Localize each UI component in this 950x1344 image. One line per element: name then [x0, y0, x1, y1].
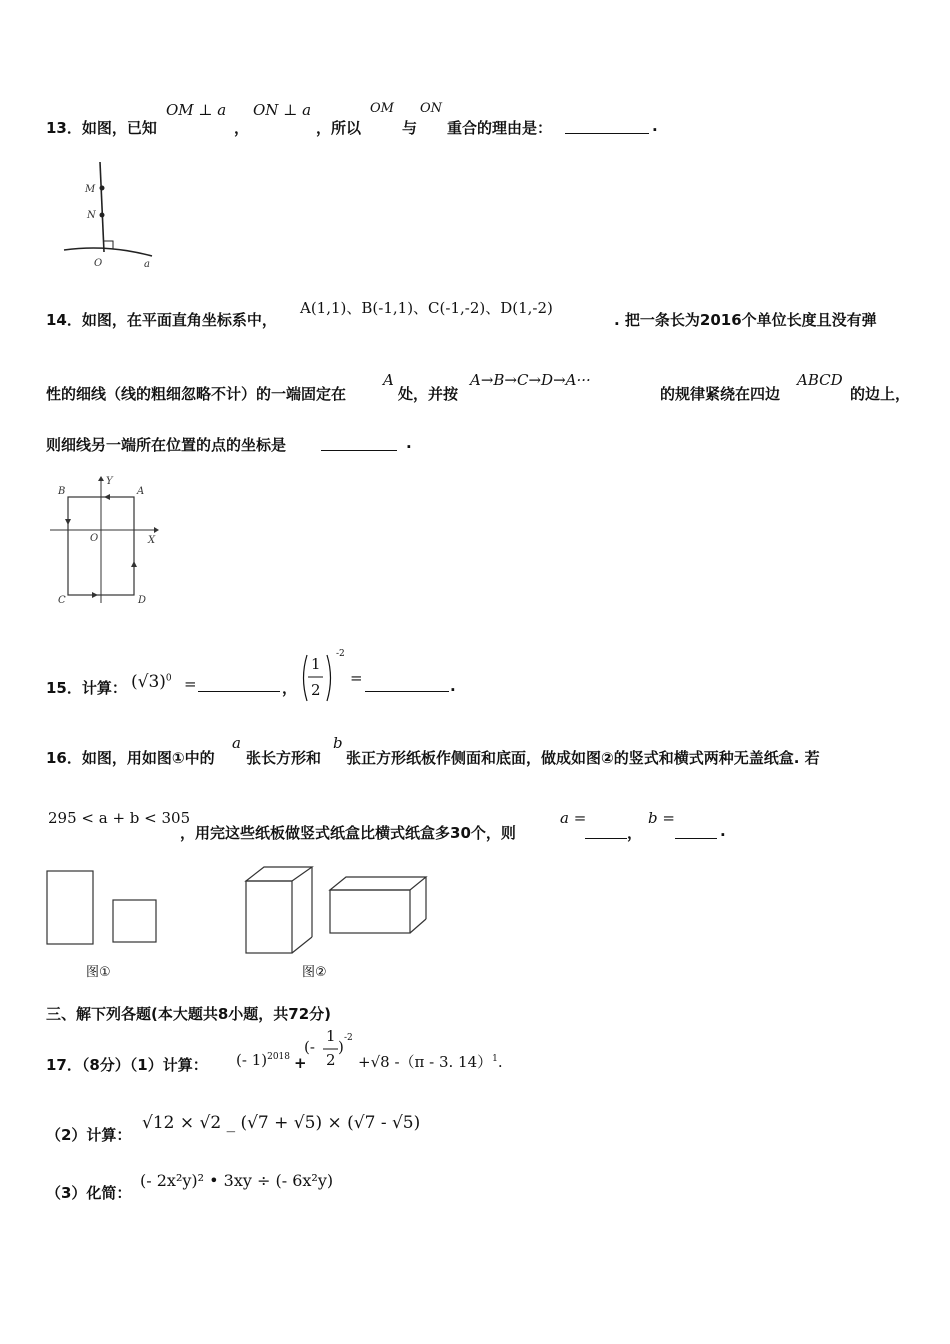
square-board — [113, 900, 156, 942]
q17-prefix: 17．（8分）（1）计算： — [46, 1056, 208, 1074]
q14-label-c: C — [58, 595, 66, 606]
q15-comma: ， — [282, 679, 298, 697]
q15-frac-num: 1 — [311, 655, 321, 673]
q14-label-y: Y — [106, 476, 113, 487]
q13-label-n: N — [87, 210, 96, 221]
q14-figure — [48, 475, 168, 610]
q15-eq2: = — [350, 669, 363, 687]
q15-frac-den: 2 — [311, 681, 321, 699]
q14-prefix: 14．如图，在平面直角坐标系中， — [46, 311, 277, 329]
horizontal-box — [330, 877, 426, 933]
q13-comma: ， — [234, 119, 250, 137]
q15-eq1: = — [184, 675, 197, 693]
q14-label-x: X — [148, 535, 156, 546]
q17-term3: +√8 -（π - 3. 14）$^1$. — [358, 1053, 503, 1071]
q16-inequality: 295 < a + b < 305 — [48, 809, 191, 827]
q15-frac-bar — [308, 676, 324, 678]
q13-end: . — [652, 117, 658, 135]
q16-text1: 张长方形和 — [246, 749, 322, 767]
q13-answer-blank — [565, 117, 649, 138]
section3-heading: 三、解下列各题(本大题共8小题，共72分) — [46, 1005, 332, 1023]
q13-prefix: 13．如图，已知 — [46, 119, 157, 137]
q16-math-b: b — [333, 734, 343, 752]
q17-frac-den: 2 — [326, 1051, 336, 1069]
q16-blank-b — [675, 822, 717, 843]
q14-label-b: B — [58, 486, 66, 497]
q14-line2d: 的边上， — [850, 385, 911, 403]
q13-label-a: a — [144, 259, 150, 270]
q16-prefix: 16．如图，用如图①中的 — [46, 749, 215, 767]
q17-frac-pre: (- — [304, 1038, 315, 1056]
q14-label-o: O — [90, 533, 99, 544]
q14-line3: 则细线另一端所在位置的点的坐标是 — [46, 436, 287, 454]
q17-part3-expr: (- 2x²y)² • 3xy ÷ (- 6x²y) — [140, 1171, 334, 1190]
q13-text-yu: 与 — [402, 119, 418, 137]
q13-math-om-perp: OM ⊥ a — [166, 101, 227, 119]
q13-math-on: ON — [420, 101, 443, 116]
q13-figure — [58, 160, 168, 275]
q15-end: . — [450, 677, 456, 695]
q13-label-o: O — [94, 258, 103, 269]
q14-math-a: A — [383, 371, 394, 389]
q15-expr1: $(√3)^0$ — [131, 672, 172, 692]
q14-path: A→B→C→D→A··· — [470, 371, 591, 389]
q14-math-abcd: ABCD — [797, 371, 843, 389]
q14-end: . — [406, 434, 412, 452]
q16-text3: ，用完这些纸板做竖式纸盒比横式纸盒多30个，则 — [180, 824, 516, 842]
q14-coords: A(1,1)、B(-1,1)、C(-1,-2)、D(1,-2) — [300, 299, 553, 317]
q17-frac-close: ) — [338, 1038, 344, 1056]
q17-plus: + — [294, 1054, 307, 1072]
q17-part2-expr: √12 × √2 _ (√7 + √5) × (√7 - √5) — [142, 1113, 421, 1133]
q14-text1: . 把一条长为2016个单位长度且没有弹 — [614, 311, 877, 329]
q16-end: . — [720, 822, 726, 840]
q16-text2: 张正方形纸板作侧面和底面，做成如图②的竖式和横式两种无盖纸盒. 若 — [346, 749, 820, 767]
q16-caption2: 图② — [302, 965, 327, 980]
q16-blank-a — [585, 822, 627, 843]
q16-math-a: a — [232, 734, 241, 752]
q17-frac-exp: -2 — [344, 1033, 353, 1043]
q17-term1: (- 1)$^{2018}$ — [236, 1051, 290, 1069]
q17-frac-bar — [323, 1048, 339, 1050]
q16-b-eq: b = — [648, 809, 675, 827]
q14-line2c: 的规律紧绕在四边 — [660, 385, 781, 403]
q15-blank2 — [365, 677, 449, 696]
vertical-box — [246, 867, 312, 953]
q17-part2-label: （2）计算： — [46, 1126, 132, 1144]
rectangle-board — [47, 871, 93, 944]
q13-label-m: M — [85, 184, 96, 195]
q13-math-on-perp: ON ⊥ a — [253, 101, 312, 119]
q16-figure1 — [46, 868, 166, 948]
q16-figure2 — [244, 865, 434, 957]
q14-line2b: 处，并按 — [398, 385, 459, 403]
q15-prefix: 15．计算： — [46, 679, 127, 697]
q15-paren-right — [324, 653, 336, 703]
q13-text-suoyi: ，所以 — [316, 119, 362, 137]
q17-frac-num: 1 — [326, 1027, 336, 1045]
q15-exp2: -2 — [336, 649, 345, 659]
q13-text-reason: 重合的理由是： — [447, 119, 553, 137]
q15-blank1 — [198, 677, 280, 696]
q16-caption1: 图① — [86, 965, 111, 980]
q14-answer-blank — [321, 434, 397, 455]
q16-a-eq: a = — [560, 809, 587, 827]
q13-math-om: OM — [370, 101, 394, 116]
q14-label-d: D — [138, 595, 147, 606]
q14-line2a: 性的细线（线的粗细忽略不计）的一端固定在 — [46, 385, 347, 403]
q15-paren-left — [298, 653, 310, 703]
q17-part3-label: （3）化简： — [46, 1184, 132, 1202]
q16-comma: ， — [627, 824, 643, 842]
q14-label-a: A — [137, 486, 145, 497]
